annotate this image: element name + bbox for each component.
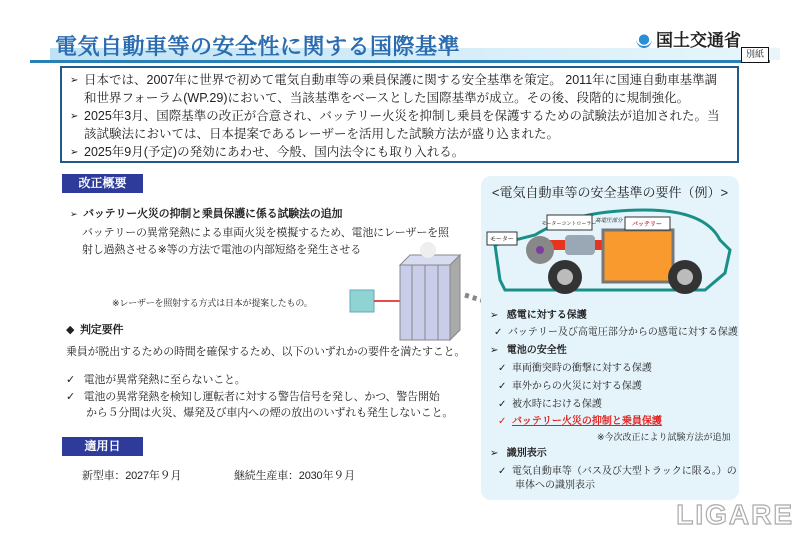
battery-side — [450, 255, 460, 340]
laser-device — [350, 290, 374, 312]
panel-title: <電気自動車等の安全基準の要件（例）> — [491, 185, 729, 200]
smoke — [420, 242, 436, 258]
effective-new: 新型車：2027年９月 — [82, 470, 182, 482]
panel-item: ✓ 車両衝突時の衝撃に対する保護 — [498, 363, 652, 374]
panel-section-heading: ➢ 電池の安全性 — [490, 345, 567, 356]
effective-continuing: 継続生産車：2030年９月 — [234, 470, 355, 482]
criteria-item: ✓ 電池が異常発熱に至らないこと。 — [66, 374, 246, 386]
panel-item-cont: 車体への識別表示 — [515, 480, 595, 491]
revision-body-1: バッテリーの異常発熱による車両火災を模擬するため、電池にレーザーを照 — [82, 227, 449, 239]
summary-item: ➢ 日本では、2007年に世界で初めて電気自動車等の乗員保護に関する安全基準を策定。 2011年に国連自動車基準調和世界フォーラム(WP.29)において、当該基準をベースとした国際基準が成立。その後、段階的に規制強化。 — [70, 72, 729, 107]
revision-label: 改正概要 — [62, 174, 143, 193]
summary-box — [60, 66, 739, 163]
panel-item: ✓ バッテリー及び高電圧部分からの感電に対する保護 — [494, 327, 738, 338]
criteria-intro: 乗員が脱出するための時間を確保するため、以下のいずれかの要件を満たすこと。 — [66, 346, 466, 358]
battery — [603, 230, 673, 282]
revision-body-2: 射し過熱させる※等の方法で電池の内部短絡を発生させる — [82, 244, 362, 256]
watermark: LIGARE — [676, 499, 794, 530]
effective-label: 適用日 — [62, 437, 143, 456]
page-title: 電気自動車等の安全性に関する国際基準 — [55, 34, 461, 59]
summary-item: ➢ 2025年3月、国際基準の改正が合意され、バッテリー火災を抑制し乗員を保護するための試験法が追加された。当該試験法においては、日本提案であるレーザーを活用した試験方法が盛り込まれた。 — [70, 108, 729, 143]
ministry-name: 国土交通省 — [656, 31, 741, 50]
summary-item: ➢ 2025年9月(予定)の発効にあわせ、今般、国内法令にも取り入れる。 — [70, 144, 729, 162]
panel-item: ✓ 車外からの火災に対する保護 — [498, 381, 642, 392]
panel-note: ※今次改正により試験方法が追加 — [597, 432, 731, 442]
panel-item-highlight: ✓ バッテリー火災の抑制と乗員保護 — [498, 416, 662, 427]
battery-label: バッテリー — [631, 222, 663, 228]
panel-item: ✓ 電気自動車等（バス及び大型トラックに限る。）の — [498, 466, 737, 477]
ministry-mark-icon — [636, 30, 652, 48]
laser-test-illustration — [340, 240, 500, 350]
hv-label: 高電圧部分 — [595, 218, 623, 224]
motor-label: モーター — [490, 237, 514, 243]
ministry-logo — [636, 26, 741, 51]
ev-diagram — [485, 205, 735, 305]
criteria-heading: ◆ 判定要件 — [66, 324, 124, 336]
panel-section-heading: ➢ 識別表示 — [490, 448, 547, 459]
controller — [565, 235, 595, 255]
panel-section-heading: ➢ 感電に対する保護 — [490, 310, 587, 321]
annex-badge: 別紙 — [741, 47, 769, 63]
controller-label: モーターコントローラー — [541, 221, 597, 227]
laser-note: ※レーザーを照射する方式は日本が提案したもの。 — [112, 298, 313, 308]
panel-item: ✓ 被水時における保護 — [498, 399, 602, 410]
revision-heading: ➢ バッテリー火災の抑制と乗員保護に係る試験法の追加 — [70, 208, 343, 220]
criteria-item-cont: から５分間は火災、爆発及び車内への煙の放出のいずれも発生しないこと。 — [86, 407, 454, 419]
criteria-item: ✓ 電池の異常発熱を検知し運転者に対する警告信号を発し、かつ、警告開始 — [66, 391, 440, 403]
